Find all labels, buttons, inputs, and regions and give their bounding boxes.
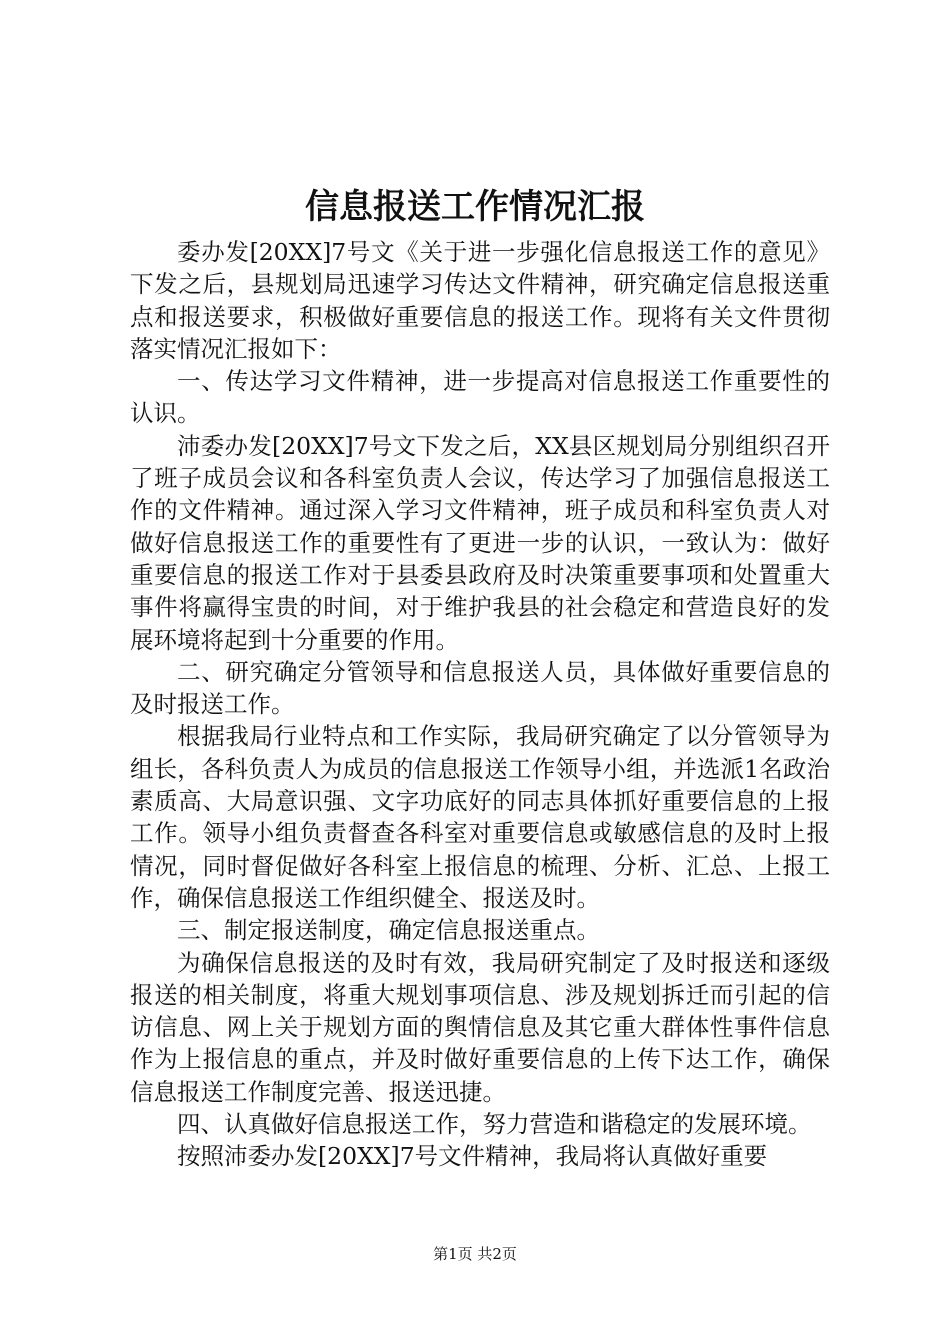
- paragraph-section-3: 为确保信息报送的及时有效，我局研究制定了及时报送和逐级报送的相关制度，将重大规划事项信息、涉及规划拆迁而引起的信访信息、网上关于规划方面的舆情信息及其它重大群体性事件信息作为上报信息的重点，并及时做好重要信息的上传下达工作，确保信息报送工作制度完善、报送迅捷。: [130, 948, 830, 1106]
- page-footer: 第1页 共2页: [433, 1245, 517, 1263]
- paragraph-intro: 委办发[20XX]7号文《关于进一步强化信息报送工作的意见》下发之后，县规划局迅速学习传达文件精神，研究确定信息报送重点和报送要求，积极做好重要信息的报送工作。现将有关文件贯彻落实情况汇报如下：: [130, 238, 830, 363]
- paragraph-section-4: 按照沛委办发[20XX]7号文件精神，我局将认真做好重要: [177, 1142, 768, 1171]
- document-title: 信息报送工作情况汇报: [305, 187, 645, 227]
- section-heading-3: 三、制定报送制度，确定信息报送重点。: [177, 916, 600, 945]
- section-heading-2: 二、研究确定分管领导和信息报送人员，具体做好重要信息的及时报送工作。: [130, 657, 830, 719]
- paragraph-section-1: 沛委办发[20XX]7号文下发之后，XX县区规划局分别组织召开了班子成员会议和各科室负责人会议，传达学习了加强信息报送工作的文件精神。通过深入学习文件精神，班子成员和科室负责人对做好信息报送工作的重要性有了更进一步的认识，一致认为：做好重要信息的报送工作对于县委县政府及时决策重要事项和处置重大事件将赢得宝贵的时间，对于维护我县的社会稳定和营造良好的发展环境将起到十分重要的作用。: [130, 431, 830, 654]
- paragraph-section-2: 根据我局行业特点和工作实际，我局研究确定了以分管领导为组长，各科负责人为成员的信息报送工作领导小组，并选派1名政治素质高、大局意识强、文字功底好的同志具体抓好重要信息的上报工作。领导小组负责督查各科室对重要信息或敏感信息的及时上报情况，同时督促做好各科室上报信息的梳理、分析、汇总、上报工作，确保信息报送工作组织健全、报送及时。: [130, 722, 830, 912]
- document-body: [130, 236, 830, 1173]
- section-heading-4: 四、认真做好信息报送工作，努力营造和谐稳定的发展环境。: [177, 1110, 812, 1139]
- section-heading-1: 一、传达学习文件精神，进一步提高对信息报送工作重要性的认识。: [130, 367, 830, 428]
